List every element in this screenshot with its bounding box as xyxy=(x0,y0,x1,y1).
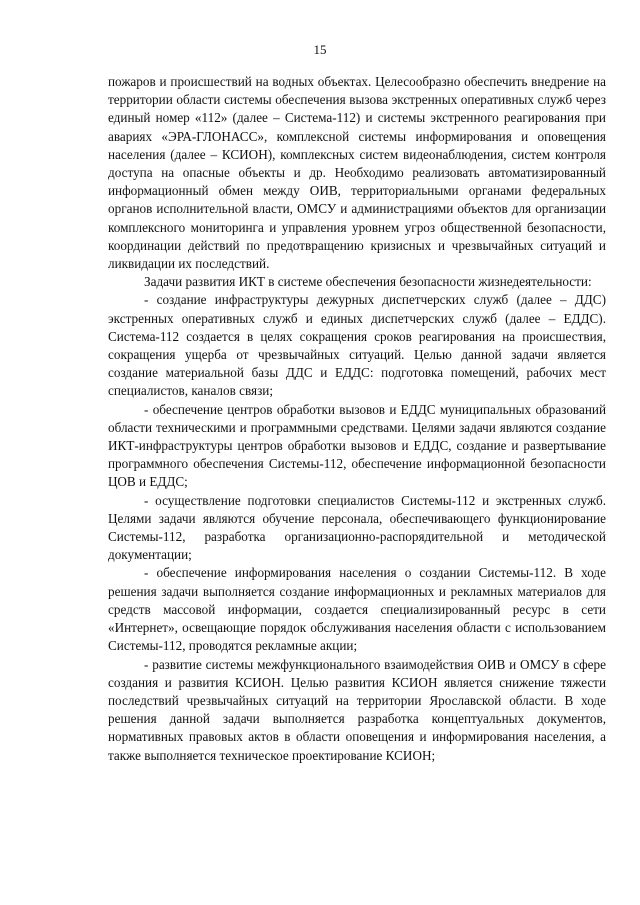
list-item-dds-infrastructure: - создание инфраструктуры дежурных диспетчерских служб (далее – ДДС) экстренных оперативных служб и единых диспетчерских служб (далее – ЕДДС). Система-112 создается в целях сокращения сроков реагирования на происшествия, сокращения ущерба от чрезвычайных ситуаций. Целью данной задачи является создание материальной базы ДДС и ЕДДС: подготовка помещений, рабочих мест специалистов, каналов связи; xyxy=(108,292,606,399)
page-number: 15 xyxy=(313,42,327,57)
paragraph-continuation: пожаров и происшествий на водных объектах. Целесообразно обеспечить внедрение на территории области системы обеспечения вызова экстренных оперативных служб через единый номер «112» (далее – Система-112) и системы экстренного реагирования при авариях «ЭРА-ГЛОНАСС», комплексной системы информирования и оповещения населения (далее – КСИОН), комплексных систем видеонаблюдения, систем контроля доступа на опасные объекты и др. Необходимо реализовать автоматизированный информационный обмен между ОИВ, территориальными органами федеральных органов исполнительной власти, ОМСУ и администрациями объектов для организации комплексного мониторинга и управления уровнем угроз общественной безопасности, координации действий по предотвращению кризисных и чрезвычайных ситуаций и ликвидации их последствий. xyxy=(108,74,606,272)
list-item-ksion-development: - развитие системы межфункционального взаимодействия ОИВ и ОМСУ в сфере создания и развития КСИОН. Целью развития КСИОН является снижение тяжести последствий чрезвычайных ситуаций на территории Ярославской области. В ходе решения данной задачи выполняется разработка концептуальных документов, нормативных правовых актов в области оповещения и информирования населения, а также выполняется техническое проектирование КСИОН; xyxy=(108,656,606,763)
list-item-public-information: - обеспечение информирования населения о создании Системы-112. В ходе решения задачи выполняется создание информационных и рекламных материалов для средств массовой информации, создается специализированный ресурс в сети «Интернет», освещающие порядок обслуживания населения области с использованием Системы-112, проводятся рекламные акции; xyxy=(108,565,606,654)
document-body xyxy=(108,73,606,765)
list-item-call-centers-equipment: - обеспечение центров обработки вызовов и ЕДДС муниципальных образований области техническими и программными средствами. Целями задачи являются создание ИКТ-инфраструктуры центров обработки вызовов и ЕДДС, создание и развертывание программного обеспечения Системы-112, обеспечение информационной безопасности ЦОВ и ЕДДС; xyxy=(108,401,606,490)
list-item-specialist-training: - осуществление подготовки специалистов Системы-112 и экстренных служб. Целями задачи являются обучение персонала, обеспечивающего функционирование Системы-112, разработка организационно-распорядительной и методической документации; xyxy=(108,492,606,563)
paragraph-tasks-heading: Задачи развития ИКТ в системе обеспечения безопасности жизнедеятельности: xyxy=(144,274,592,290)
